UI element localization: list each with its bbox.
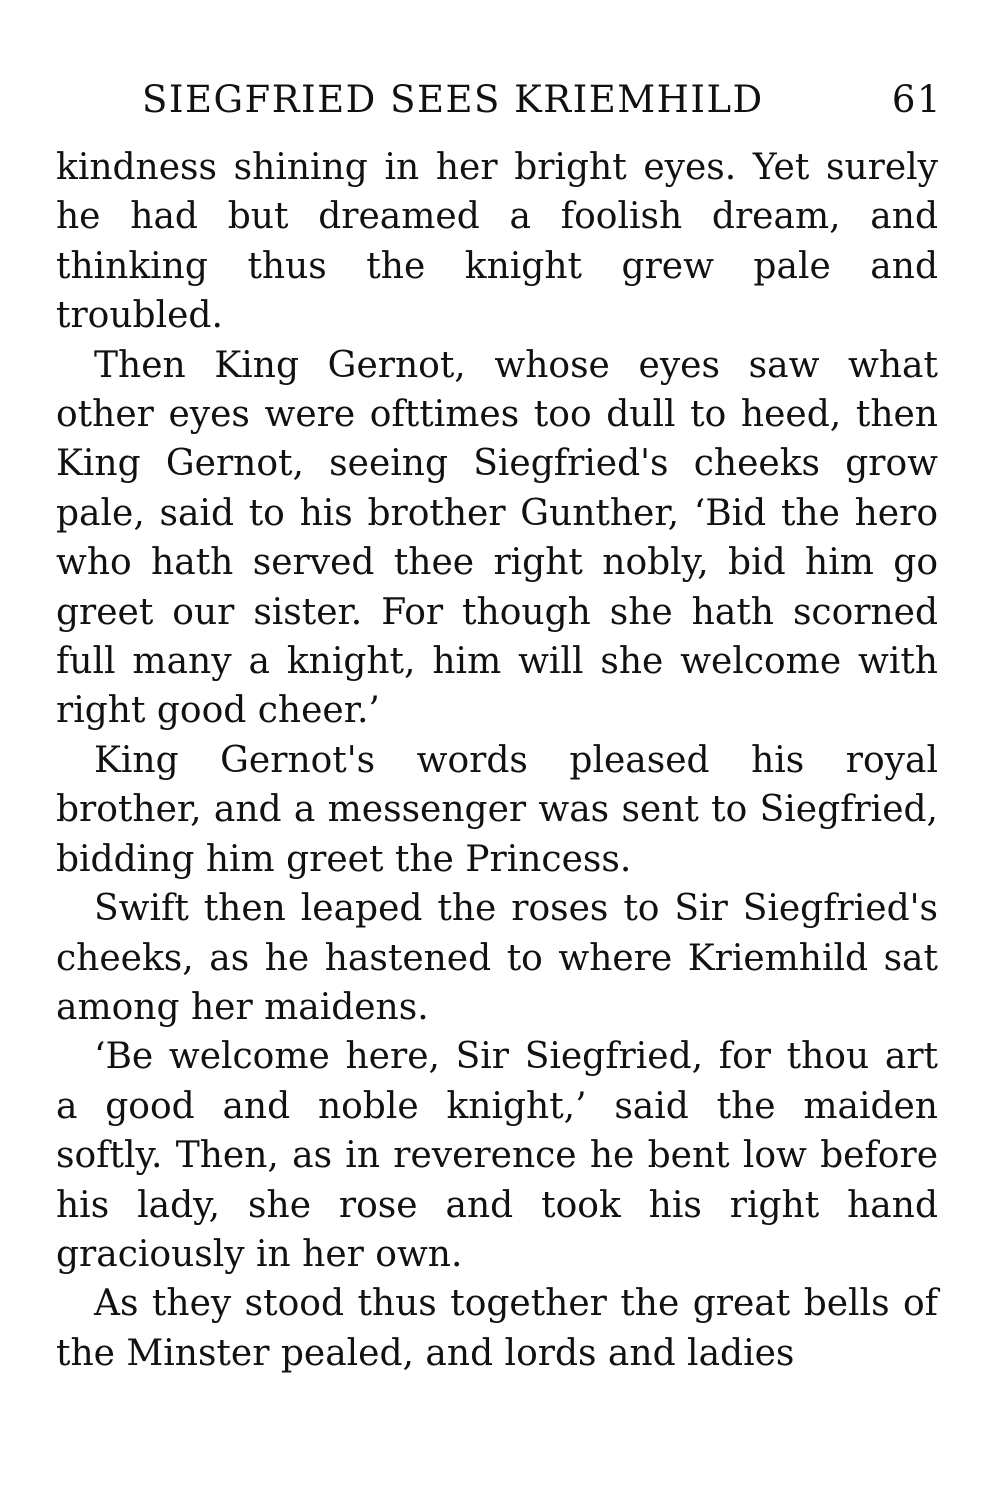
- paragraph: kindness shining in her bright eyes. Yet surely he had but dreamed a foolish dream, and thinking thus the knight grew pale and troubled.: [56, 147, 938, 337]
- text-body: [56, 143, 938, 1378]
- paragraph: King Gernot's words pleased his royal brother, and a messenger was sent to Siegfried, bidding him greet the Princess.: [56, 739, 938, 880]
- paragraph: Swift then leaped the roses to Sir Siegfried's cheeks, as he hastened to where Kriemhild sat among her maidens.: [56, 888, 938, 1028]
- paragraph: As they stood thus together the great bells of the Minster pealed, and lords and ladies: [56, 1283, 938, 1374]
- page-number: 61: [891, 78, 942, 121]
- running-header: [142, 78, 942, 128]
- paragraph: ‘Be welcome here, Sir Siegfried, for thou art a good and noble knight,’ said the maiden softly. Then, as in reverence he bent low before his lady, she rose and took his right hand graciously in her own.: [56, 1036, 938, 1275]
- paragraph: Then King Gernot, whose eyes saw what other eyes were ofttimes too dull to heed, then King Gernot, seeing Siegfried's cheeks grow pale, said to his brother Gunther, ‘Bid the hero who hath served thee right nobly, bid him go greet our sister. For though she hath scorned full many a knight, him will she welcome with right good cheer.’: [56, 344, 938, 732]
- running-title: SIEGFRIED SEES KRIEMHILD: [142, 78, 764, 121]
